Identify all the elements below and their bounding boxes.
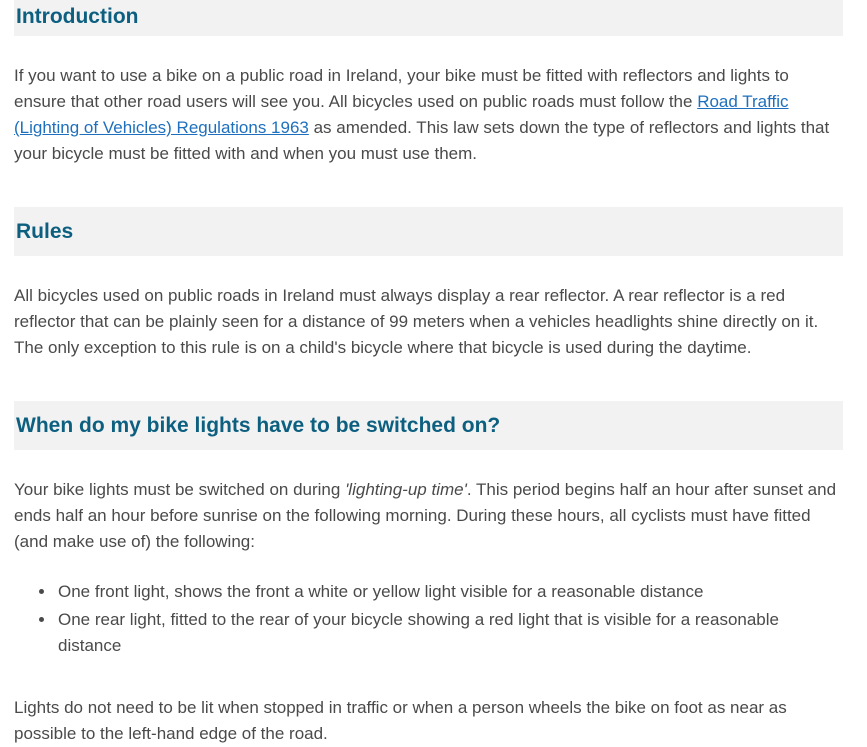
rules-paragraph: All bicycles used on public roads in Ireland must always display a rear reflector. A rear reflector is a red reflector that can be plainly seen for a distance of 99 meters when a vehicles headlights shine directly on it. The only exception to this rule is on a child's bicycle where that bicycle is used during the daytime. — [14, 286, 819, 357]
lighting-text-after-italic: . This period begins half an hour after sunset and ends half an hour before sunrise on the following morning. During these hours, all cyclists must have fitted (and make use of) the following: — [14, 480, 837, 551]
rules-heading-bar — [14, 207, 843, 256]
lighting-text-before-italic: Your bike lights must be switched on during — [14, 480, 346, 499]
lighting-up-time-term: 'lighting-up time' — [345, 480, 467, 499]
lights-exception-paragraph: Lights do not need to be lit when stopped in traffic or when a person wheels the bike on foot as near as possible to the left-hand edge of the road. — [14, 698, 787, 743]
section-rules — [14, 207, 843, 361]
lighting-up-time-paragraph — [14, 477, 843, 555]
when-lights-on-heading-bar — [14, 401, 843, 450]
list-item-rear-light: • One rear light, fitted to the rear of your bicycle showing a red light that is visible for a reasonable distance — [56, 607, 831, 659]
introduction-text-before-link: If you want to use a bike on a public road in Ireland, your bike must be fitted with reflectors and lights to ensure that other road users will see you. All bicycles used on public roads must follow the — [14, 66, 789, 111]
required-lights-list — [14, 579, 843, 659]
section-when-lights-on — [14, 401, 843, 747]
introduction-heading-bar — [14, 0, 843, 36]
list-item-front-light: • One front light, shows the front a white or yellow light visible for a reasonable distance — [56, 579, 831, 605]
rules-heading: Rules — [16, 220, 74, 243]
section-introduction — [14, 0, 843, 167]
introduction-paragraph — [14, 63, 843, 167]
when-lights-on-heading: When do my bike lights have to be switched on? — [16, 414, 501, 437]
introduction-heading: Introduction — [16, 5, 139, 28]
road-traffic-regulations-link[interactable]: Road Traffic (Lighting of Vehicles) Regulations 1963 — [14, 92, 789, 137]
introduction-text-after-link: as amended. This law sets down the type of reflectors and lights that your bicycle must be fitted with and when you must use them. — [14, 118, 830, 163]
